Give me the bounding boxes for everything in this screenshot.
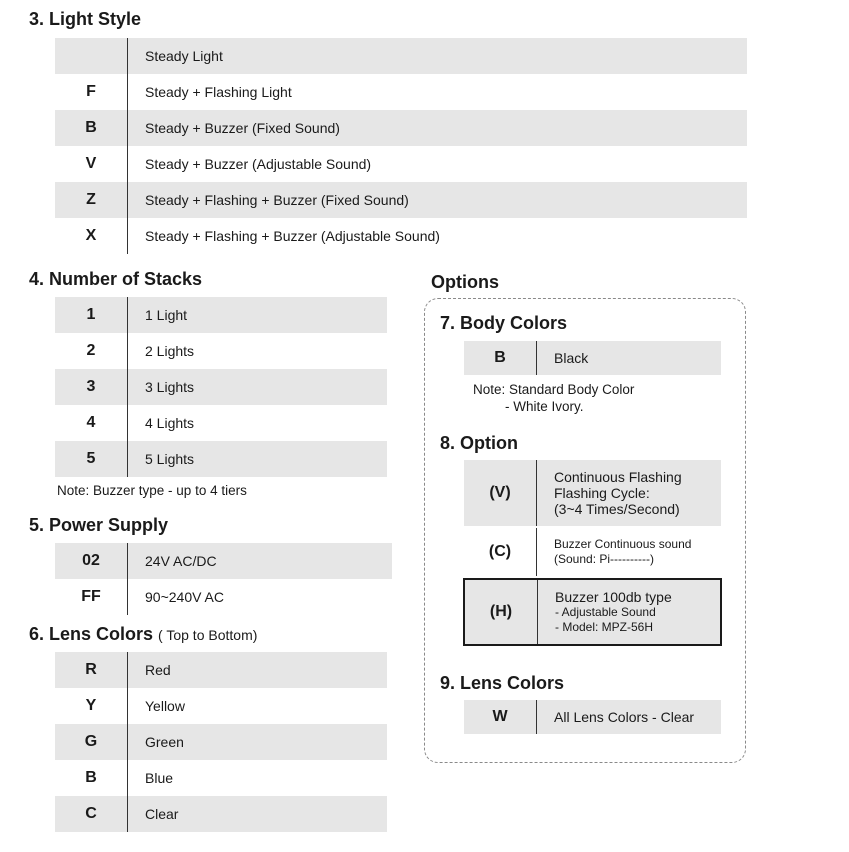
table-row <box>464 528 721 576</box>
table-row <box>55 333 387 369</box>
row-code: 3 <box>86 378 96 395</box>
lens-title-text: 6. Lens Colors <box>29 624 154 644</box>
lens-subtitle: ( Top to Bottom) <box>158 627 258 643</box>
stacks-title: 4. Number of Stacks <box>29 269 203 289</box>
row-description: All Lens Colors - Clear <box>554 709 695 725</box>
options-title: Options <box>431 272 499 292</box>
option-h-line1: Buzzer 100db type <box>555 589 672 605</box>
lens-title <box>29 623 257 646</box>
row-description: Steady + Buzzer (Adjustable Sound) <box>145 156 372 172</box>
stacks-note: Note: Buzzer type - up to 4 tiers <box>57 483 247 498</box>
row-code: V <box>85 155 97 172</box>
table-row <box>55 182 747 218</box>
option-v-line3: (3~4 Times/Second) <box>554 501 680 517</box>
table-row <box>55 441 387 477</box>
row-description: Black <box>554 350 589 366</box>
column-divider <box>127 38 128 254</box>
table-row <box>55 543 392 579</box>
table-row <box>55 110 747 146</box>
light-style-table <box>55 38 747 254</box>
row-code: R <box>85 661 97 678</box>
row-description: Red <box>145 662 171 678</box>
row-code: W <box>492 708 508 725</box>
table-row <box>55 579 392 615</box>
column-divider <box>536 460 537 526</box>
row-description: Clear <box>145 806 179 822</box>
option-v-line1: Continuous Flashing <box>554 469 682 485</box>
row-description: 2 Lights <box>145 343 195 359</box>
option-title: 8. Option <box>440 433 518 453</box>
table-row <box>55 146 747 182</box>
row-description: Steady + Flashing Light <box>145 84 292 100</box>
row-description: Green <box>145 734 184 750</box>
table-row-highlighted <box>463 578 722 646</box>
row-description: 4 Lights <box>145 415 195 431</box>
row-description: Blue <box>145 770 174 786</box>
row-description: 5 Lights <box>145 451 195 467</box>
row-code: B <box>85 769 97 786</box>
column-divider <box>536 341 537 375</box>
table-row <box>55 760 387 796</box>
column-divider <box>536 528 537 576</box>
row-description: Steady Light <box>145 48 223 64</box>
column-divider <box>537 580 538 644</box>
row-code: G <box>84 733 98 750</box>
row-description: Steady + Flashing + Buzzer (Fixed Sound) <box>145 192 409 208</box>
table-row <box>55 38 747 74</box>
row-description: 24V AC/DC <box>145 553 217 569</box>
table-row <box>464 700 721 734</box>
table-row <box>55 724 387 760</box>
row-code <box>55 38 127 74</box>
option-c-line2: (Sound: Pi----------) <box>554 552 654 566</box>
table-row <box>55 218 747 254</box>
row-code: 5 <box>86 450 96 467</box>
row-code: 1 <box>86 306 96 323</box>
option-c-line1: Buzzer Continuous sound <box>554 537 692 551</box>
option-h-line2: - Adjustable Sound <box>555 605 656 619</box>
row-description: Steady + Buzzer (Fixed Sound) <box>145 120 340 136</box>
row-code: (V) <box>489 484 511 501</box>
row-code: Z <box>86 191 96 208</box>
table-row <box>55 796 387 832</box>
table-row <box>55 405 387 441</box>
table-row <box>55 369 387 405</box>
row-code: FF <box>81 588 101 605</box>
stacks-table <box>55 297 387 477</box>
row-code: 02 <box>82 552 100 569</box>
table-row <box>55 688 387 724</box>
row-code: X <box>85 227 97 244</box>
row-code: B <box>494 349 506 366</box>
body-colors-note-line2: - White Ivory. <box>505 399 584 414</box>
row-code: C <box>85 805 97 822</box>
row-description: Yellow <box>145 698 185 714</box>
row-code: (H) <box>489 603 513 620</box>
table-row <box>464 341 721 375</box>
column-divider <box>127 652 128 832</box>
column-divider <box>536 700 537 734</box>
row-code: B <box>85 119 97 136</box>
row-description <box>554 460 682 526</box>
row-description: 90~240V AC <box>145 589 225 605</box>
row-description: Steady + Flashing + Buzzer (Adjustable Sound) <box>145 228 440 244</box>
row-code: 2 <box>86 342 96 359</box>
table-row <box>55 297 387 333</box>
body-colors-note <box>473 381 634 415</box>
row-code: F <box>86 83 96 100</box>
row-description <box>555 580 672 644</box>
row-code: (C) <box>488 543 512 560</box>
row-code: 4 <box>86 414 96 431</box>
column-divider <box>127 543 128 615</box>
row-description <box>554 528 691 576</box>
column-divider <box>127 297 128 477</box>
body-colors-note-line1: Note: Standard Body Color <box>473 382 635 397</box>
power-table <box>55 543 392 615</box>
body-colors-title: 7. Body Colors <box>440 313 568 333</box>
table-row <box>55 652 387 688</box>
option-v-line2: Flashing Cycle: <box>554 485 650 501</box>
lens-colors-option-title: 9. Lens Colors <box>440 673 565 693</box>
table-row <box>464 460 721 526</box>
row-description: 1 Light <box>145 307 188 323</box>
row-description: 3 Lights <box>145 379 195 395</box>
table-row <box>55 74 747 110</box>
lens-table <box>55 652 387 832</box>
light-style-title: 3. Light Style <box>29 9 142 29</box>
power-title: 5. Power Supply <box>29 515 169 535</box>
option-h-line3: - Model: MPZ-56H <box>555 620 654 634</box>
row-code: Y <box>85 697 97 714</box>
